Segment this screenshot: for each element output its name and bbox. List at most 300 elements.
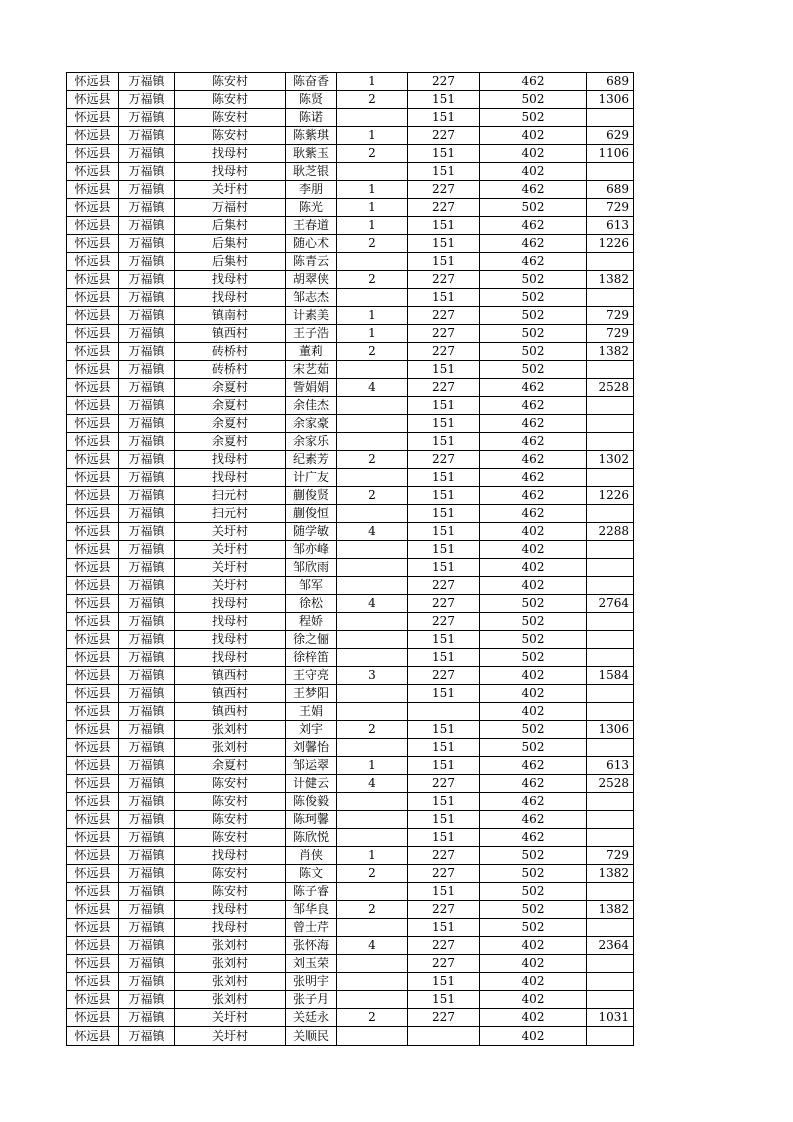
subsidy-a-cell: 227 <box>408 775 480 793</box>
household-size-cell <box>337 109 408 127</box>
town-cell: 万福镇 <box>119 343 175 361</box>
county-cell: 怀远县 <box>67 109 119 127</box>
village-cell: 陈安村 <box>175 73 286 91</box>
table-row <box>67 757 634 775</box>
table-row <box>67 937 634 955</box>
village-cell: 镇西村 <box>175 667 286 685</box>
subsidy-a-cell: 227 <box>408 307 480 325</box>
subsidy-a-cell: 151 <box>408 289 480 307</box>
village-cell: 张刘村 <box>175 991 286 1009</box>
subsidy-a-cell: 227 <box>408 451 480 469</box>
subsidy-a-cell <box>408 703 480 721</box>
town-cell: 万福镇 <box>119 883 175 901</box>
subsidy-a-cell: 227 <box>408 271 480 289</box>
table-row <box>67 307 634 325</box>
total-cell <box>587 469 634 487</box>
town-cell: 万福镇 <box>119 109 175 127</box>
county-cell: 怀远县 <box>67 415 119 433</box>
name-cell: 訾娟娟 <box>286 379 337 397</box>
village-cell: 找母村 <box>175 469 286 487</box>
table-row <box>67 667 634 685</box>
household-size-cell <box>337 919 408 937</box>
village-cell: 砖桥村 <box>175 361 286 379</box>
town-cell: 万福镇 <box>119 703 175 721</box>
village-cell: 扫元村 <box>175 505 286 523</box>
subsidy-b-cell: 502 <box>480 721 587 739</box>
village-cell: 后集村 <box>175 235 286 253</box>
village-cell: 万福村 <box>175 199 286 217</box>
village-cell: 关圩村 <box>175 541 286 559</box>
subsidy-b-cell: 402 <box>480 991 587 1009</box>
table-row <box>67 595 634 613</box>
subsidy-b-cell: 402 <box>480 145 587 163</box>
household-size-cell <box>337 829 408 847</box>
subsidy-a-cell: 227 <box>408 847 480 865</box>
village-cell: 找母村 <box>175 163 286 181</box>
name-cell: 王守亮 <box>286 667 337 685</box>
county-cell: 怀远县 <box>67 163 119 181</box>
total-cell <box>587 883 634 901</box>
total-cell: 1306 <box>587 91 634 109</box>
town-cell: 万福镇 <box>119 433 175 451</box>
town-cell: 万福镇 <box>119 271 175 289</box>
village-cell: 余夏村 <box>175 415 286 433</box>
total-cell: 729 <box>587 847 634 865</box>
total-cell <box>587 253 634 271</box>
household-size-cell <box>337 991 408 1009</box>
total-cell: 613 <box>587 757 634 775</box>
table-row <box>67 109 634 127</box>
county-cell: 怀远县 <box>67 307 119 325</box>
subsidy-b-cell: 402 <box>480 667 587 685</box>
county-cell: 怀远县 <box>67 667 119 685</box>
name-cell: 邹军 <box>286 577 337 595</box>
county-cell: 怀远县 <box>67 847 119 865</box>
town-cell: 万福镇 <box>119 73 175 91</box>
household-size-cell: 4 <box>337 937 408 955</box>
county-cell: 怀远县 <box>67 271 119 289</box>
name-cell: 王娟 <box>286 703 337 721</box>
table-row <box>67 811 634 829</box>
total-cell <box>587 793 634 811</box>
household-size-cell <box>337 541 408 559</box>
subsidy-b-cell: 502 <box>480 865 587 883</box>
total-cell: 729 <box>587 325 634 343</box>
village-cell: 余夏村 <box>175 433 286 451</box>
subsidy-a-cell: 227 <box>408 73 480 91</box>
town-cell: 万福镇 <box>119 217 175 235</box>
total-cell <box>587 541 634 559</box>
town-cell: 万福镇 <box>119 487 175 505</box>
name-cell: 陈文 <box>286 865 337 883</box>
subsidy-b-cell: 462 <box>480 433 587 451</box>
subsidy-b-cell: 502 <box>480 901 587 919</box>
name-cell: 陈子睿 <box>286 883 337 901</box>
village-cell: 陈安村 <box>175 91 286 109</box>
name-cell: 徐梓笛 <box>286 649 337 667</box>
subsidy-a-cell: 227 <box>408 667 480 685</box>
subsidy-b-cell: 462 <box>480 793 587 811</box>
total-cell: 2528 <box>587 379 634 397</box>
subsidy-a-cell: 151 <box>408 793 480 811</box>
name-cell: 耿芝银 <box>286 163 337 181</box>
household-size-cell <box>337 613 408 631</box>
household-size-cell: 2 <box>337 271 408 289</box>
household-subsidy-table <box>66 72 634 1046</box>
county-cell: 怀远县 <box>67 145 119 163</box>
village-cell: 张刘村 <box>175 973 286 991</box>
table-row <box>67 1027 634 1046</box>
total-cell <box>587 631 634 649</box>
subsidy-b-cell: 462 <box>480 217 587 235</box>
subsidy-a-cell: 151 <box>408 559 480 577</box>
town-cell: 万福镇 <box>119 811 175 829</box>
household-size-cell <box>337 433 408 451</box>
name-cell: 张怀海 <box>286 937 337 955</box>
town-cell: 万福镇 <box>119 415 175 433</box>
town-cell: 万福镇 <box>119 577 175 595</box>
household-size-cell <box>337 361 408 379</box>
name-cell: 董莉 <box>286 343 337 361</box>
county-cell: 怀远县 <box>67 1027 119 1046</box>
household-size-cell <box>337 631 408 649</box>
village-cell: 余夏村 <box>175 397 286 415</box>
name-cell: 蒯俊恒 <box>286 505 337 523</box>
household-size-cell <box>337 577 408 595</box>
table-row <box>67 847 634 865</box>
table-row <box>67 73 634 91</box>
county-cell: 怀远县 <box>67 865 119 883</box>
name-cell: 张子月 <box>286 991 337 1009</box>
name-cell: 余家乐 <box>286 433 337 451</box>
subsidy-b-cell: 462 <box>480 235 587 253</box>
county-cell: 怀远县 <box>67 469 119 487</box>
subsidy-b-cell: 502 <box>480 883 587 901</box>
town-cell: 万福镇 <box>119 757 175 775</box>
subsidy-b-cell: 462 <box>480 181 587 199</box>
total-cell <box>587 415 634 433</box>
name-cell: 随学敏 <box>286 523 337 541</box>
village-cell: 镇南村 <box>175 307 286 325</box>
village-cell: 陈安村 <box>175 127 286 145</box>
name-cell: 陈俊毅 <box>286 793 337 811</box>
town-cell: 万福镇 <box>119 361 175 379</box>
household-size-cell: 4 <box>337 595 408 613</box>
table-row <box>67 901 634 919</box>
total-cell: 2528 <box>587 775 634 793</box>
name-cell: 余佳杰 <box>286 397 337 415</box>
town-cell: 万福镇 <box>119 829 175 847</box>
table-row <box>67 487 634 505</box>
table-row <box>67 685 634 703</box>
subsidy-a-cell: 151 <box>408 109 480 127</box>
town-cell: 万福镇 <box>119 865 175 883</box>
table-row <box>67 469 634 487</box>
subsidy-a-cell: 227 <box>408 343 480 361</box>
total-cell: 1382 <box>587 271 634 289</box>
town-cell: 万福镇 <box>119 1027 175 1046</box>
table-row <box>67 775 634 793</box>
total-cell <box>587 397 634 415</box>
name-cell: 肖侠 <box>286 847 337 865</box>
village-cell: 关圩村 <box>175 577 286 595</box>
subsidy-b-cell: 502 <box>480 361 587 379</box>
town-cell: 万福镇 <box>119 253 175 271</box>
name-cell: 陈紫琪 <box>286 127 337 145</box>
total-cell: 689 <box>587 73 634 91</box>
total-cell: 729 <box>587 307 634 325</box>
subsidy-b-cell: 502 <box>480 307 587 325</box>
subsidy-b-cell: 462 <box>480 415 587 433</box>
county-cell: 怀远县 <box>67 289 119 307</box>
table-row <box>67 361 634 379</box>
village-cell: 关圩村 <box>175 1027 286 1046</box>
town-cell: 万福镇 <box>119 775 175 793</box>
town-cell: 万福镇 <box>119 91 175 109</box>
subsidy-b-cell: 462 <box>480 451 587 469</box>
total-cell: 1382 <box>587 343 634 361</box>
town-cell: 万福镇 <box>119 325 175 343</box>
county-cell: 怀远县 <box>67 523 119 541</box>
table-row <box>67 199 634 217</box>
subsidy-a-cell: 151 <box>408 487 480 505</box>
table-row <box>67 433 634 451</box>
subsidy-a-cell: 151 <box>408 145 480 163</box>
household-size-cell: 2 <box>337 91 408 109</box>
subsidy-a-cell: 227 <box>408 595 480 613</box>
county-cell: 怀远县 <box>67 811 119 829</box>
county-cell: 怀远县 <box>67 685 119 703</box>
name-cell: 蒯俊贤 <box>286 487 337 505</box>
village-cell: 找母村 <box>175 613 286 631</box>
county-cell: 怀远县 <box>67 217 119 235</box>
name-cell: 余家豪 <box>286 415 337 433</box>
table-row <box>67 523 634 541</box>
subsidy-a-cell: 227 <box>408 127 480 145</box>
subsidy-b-cell: 462 <box>480 775 587 793</box>
name-cell: 徐之俪 <box>286 631 337 649</box>
household-size-cell <box>337 703 408 721</box>
subsidy-b-cell: 502 <box>480 649 587 667</box>
subsidy-a-cell: 151 <box>408 91 480 109</box>
subsidy-a-cell: 227 <box>408 901 480 919</box>
total-cell <box>587 361 634 379</box>
household-size-cell: 1 <box>337 325 408 343</box>
town-cell: 万福镇 <box>119 181 175 199</box>
table-row <box>67 451 634 469</box>
subsidy-a-cell: 227 <box>408 865 480 883</box>
subsidy-b-cell: 462 <box>480 487 587 505</box>
village-cell: 找母村 <box>175 649 286 667</box>
table-row <box>67 217 634 235</box>
county-cell: 怀远县 <box>67 901 119 919</box>
household-size-cell: 2 <box>337 145 408 163</box>
subsidy-b-cell: 402 <box>480 577 587 595</box>
total-cell: 1226 <box>587 235 634 253</box>
name-cell: 刘玉荣 <box>286 955 337 973</box>
name-cell: 邹亦峰 <box>286 541 337 559</box>
village-cell: 后集村 <box>175 217 286 235</box>
total-cell <box>587 829 634 847</box>
household-size-cell: 2 <box>337 235 408 253</box>
county-cell: 怀远县 <box>67 775 119 793</box>
county-cell: 怀远县 <box>67 919 119 937</box>
total-cell: 2764 <box>587 595 634 613</box>
name-cell: 刘宇 <box>286 721 337 739</box>
subsidy-b-cell: 402 <box>480 1009 587 1027</box>
town-cell: 万福镇 <box>119 739 175 757</box>
name-cell: 曾士芹 <box>286 919 337 937</box>
table-row <box>67 343 634 361</box>
subsidy-b-cell: 502 <box>480 271 587 289</box>
subsidy-a-cell: 151 <box>408 217 480 235</box>
total-cell <box>587 505 634 523</box>
village-cell: 找母村 <box>175 847 286 865</box>
total-cell: 1302 <box>587 451 634 469</box>
household-size-cell <box>337 559 408 577</box>
table-row <box>67 703 634 721</box>
name-cell: 陈诺 <box>286 109 337 127</box>
subsidy-a-cell: 227 <box>408 955 480 973</box>
household-size-cell: 2 <box>337 1009 408 1027</box>
total-cell <box>587 433 634 451</box>
name-cell: 计健云 <box>286 775 337 793</box>
town-cell: 万福镇 <box>119 127 175 145</box>
village-cell: 关圩村 <box>175 1009 286 1027</box>
county-cell: 怀远县 <box>67 757 119 775</box>
county-cell: 怀远县 <box>67 649 119 667</box>
village-cell: 陈安村 <box>175 775 286 793</box>
total-cell <box>587 811 634 829</box>
subsidy-b-cell: 462 <box>480 811 587 829</box>
total-cell <box>587 559 634 577</box>
village-cell: 找母村 <box>175 919 286 937</box>
name-cell: 陈光 <box>286 199 337 217</box>
household-size-cell: 1 <box>337 181 408 199</box>
name-cell: 计素美 <box>286 307 337 325</box>
county-cell: 怀远县 <box>67 973 119 991</box>
household-size-cell <box>337 253 408 271</box>
household-size-cell: 1 <box>337 757 408 775</box>
subsidy-b-cell: 402 <box>480 937 587 955</box>
county-cell: 怀远县 <box>67 451 119 469</box>
table-row <box>67 955 634 973</box>
table-row <box>67 577 634 595</box>
town-cell: 万福镇 <box>119 595 175 613</box>
subsidy-b-cell: 402 <box>480 523 587 541</box>
table-row <box>67 235 634 253</box>
town-cell: 万福镇 <box>119 235 175 253</box>
total-cell <box>587 577 634 595</box>
table-row <box>67 505 634 523</box>
town-cell: 万福镇 <box>119 937 175 955</box>
subsidy-b-cell: 502 <box>480 109 587 127</box>
total-cell: 729 <box>587 199 634 217</box>
village-cell: 陈安村 <box>175 109 286 127</box>
town-cell: 万福镇 <box>119 667 175 685</box>
subsidy-b-cell: 502 <box>480 919 587 937</box>
county-cell: 怀远县 <box>67 595 119 613</box>
village-cell: 找母村 <box>175 145 286 163</box>
table-row <box>67 739 634 757</box>
town-cell: 万福镇 <box>119 523 175 541</box>
household-size-cell <box>337 685 408 703</box>
total-cell <box>587 919 634 937</box>
county-cell: 怀远县 <box>67 703 119 721</box>
village-cell: 后集村 <box>175 253 286 271</box>
subsidy-b-cell: 402 <box>480 541 587 559</box>
subsidy-a-cell: 151 <box>408 829 480 847</box>
county-cell: 怀远县 <box>67 793 119 811</box>
name-cell: 邹志杰 <box>286 289 337 307</box>
household-size-cell: 1 <box>337 127 408 145</box>
county-cell: 怀远县 <box>67 91 119 109</box>
name-cell: 陈贤 <box>286 91 337 109</box>
town-cell: 万福镇 <box>119 199 175 217</box>
town-cell: 万福镇 <box>119 451 175 469</box>
subsidy-a-cell: 151 <box>408 721 480 739</box>
name-cell: 耿紫玉 <box>286 145 337 163</box>
county-cell: 怀远县 <box>67 829 119 847</box>
name-cell: 邹欣雨 <box>286 559 337 577</box>
name-cell: 邹华良 <box>286 901 337 919</box>
name-cell: 刘馨怡 <box>286 739 337 757</box>
county-cell: 怀远县 <box>67 1009 119 1027</box>
county-cell: 怀远县 <box>67 325 119 343</box>
county-cell: 怀远县 <box>67 361 119 379</box>
total-cell <box>587 109 634 127</box>
household-size-cell: 2 <box>337 721 408 739</box>
name-cell: 陈青云 <box>286 253 337 271</box>
subsidy-a-cell: 151 <box>408 235 480 253</box>
household-size-cell: 2 <box>337 451 408 469</box>
village-cell: 镇西村 <box>175 685 286 703</box>
county-cell: 怀远县 <box>67 739 119 757</box>
table-row <box>67 721 634 739</box>
table-row <box>67 919 634 937</box>
subsidy-a-cell: 151 <box>408 433 480 451</box>
name-cell: 纪素芳 <box>286 451 337 469</box>
county-cell: 怀远县 <box>67 235 119 253</box>
town-cell: 万福镇 <box>119 685 175 703</box>
subsidy-b-cell: 402 <box>480 973 587 991</box>
subsidy-b-cell: 462 <box>480 379 587 397</box>
table-row <box>67 415 634 433</box>
subsidy-b-cell: 502 <box>480 613 587 631</box>
household-size-cell <box>337 289 408 307</box>
subsidy-b-cell: 462 <box>480 505 587 523</box>
county-cell: 怀远县 <box>67 127 119 145</box>
household-size-cell: 1 <box>337 847 408 865</box>
household-size-cell <box>337 883 408 901</box>
total-cell: 2364 <box>587 937 634 955</box>
household-size-cell: 1 <box>337 73 408 91</box>
county-cell: 怀远县 <box>67 883 119 901</box>
name-cell: 张明宇 <box>286 973 337 991</box>
name-cell: 陈欣悦 <box>286 829 337 847</box>
subsidy-a-cell: 151 <box>408 739 480 757</box>
household-size-cell <box>337 649 408 667</box>
subsidy-a-cell: 151 <box>408 757 480 775</box>
name-cell: 王春道 <box>286 217 337 235</box>
subsidy-a-cell: 151 <box>408 469 480 487</box>
subsidy-a-cell: 151 <box>408 811 480 829</box>
town-cell: 万福镇 <box>119 163 175 181</box>
village-cell: 张刘村 <box>175 739 286 757</box>
subsidy-b-cell: 502 <box>480 289 587 307</box>
subsidy-a-cell: 151 <box>408 649 480 667</box>
name-cell: 程娇 <box>286 613 337 631</box>
